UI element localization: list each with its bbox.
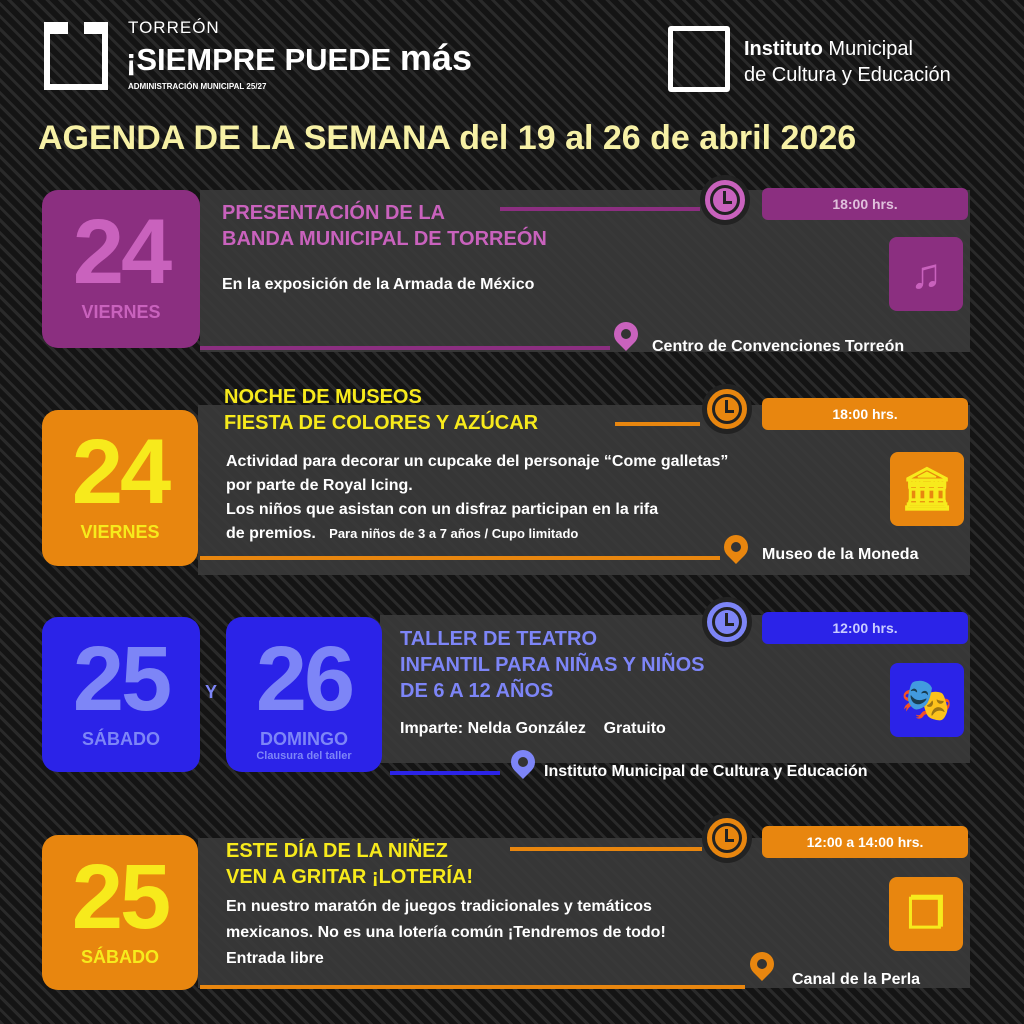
brand-city: TORREÓN: [128, 18, 220, 37]
desc-line: mexicanos. No es una lotería común ¡Tendremos de todo!: [226, 924, 666, 941]
desc-text: de premios.: [226, 525, 316, 542]
time-pill: 12:00 hrs.: [762, 612, 968, 644]
event-desc: [226, 450, 728, 546]
day-box-1: [42, 190, 200, 348]
desc-line: por parte de Royal Icing.: [226, 477, 413, 494]
torreon-logo-icon: [44, 22, 108, 90]
title-line: DE 6 A 12 AÑOS: [400, 680, 554, 702]
time-pill: 18:00 hrs.: [762, 188, 968, 220]
divider: [200, 985, 745, 989]
weekday: VIERNES: [80, 522, 160, 542]
day-box-3a: [42, 617, 200, 772]
desc-line: [226, 522, 728, 546]
event-title: [222, 200, 547, 252]
title-line: BANDA MUNICIPAL DE TORREÓN: [222, 228, 547, 250]
day-box-3b: [226, 617, 382, 772]
event-desc: En la exposición de la Armada de México: [222, 276, 535, 293]
page-title: AGENDA DE LA SEMANA del 19 al 26 de abril 2026: [38, 119, 857, 157]
museum-icon: 🏛: [890, 452, 964, 526]
weekday: VIERNES: [81, 302, 161, 322]
event-title: [400, 626, 704, 704]
institute-logo-icon: [668, 26, 730, 92]
divider: [200, 346, 610, 350]
desc-text: Gratuito: [603, 720, 666, 737]
divider: [390, 771, 500, 775]
day-number: 26: [255, 628, 353, 730]
institute-bold: Instituto: [744, 38, 823, 60]
day-number: 25: [71, 846, 169, 948]
divider: [200, 556, 720, 560]
slogan-text: ¡SIEMPRE PUEDE: [126, 42, 392, 77]
title-line: FIESTA DE COLORES Y AZÚCAR: [224, 412, 539, 434]
day-box-4: [42, 835, 198, 990]
cards-icon: ❐: [889, 877, 963, 951]
title-line: TALLER DE TEATRO: [400, 628, 598, 650]
desc-line: En nuestro maratón de juegos tradicionales y temáticos: [226, 898, 652, 915]
weekday: DOMINGO: [260, 729, 348, 749]
clock-icon: [702, 384, 752, 434]
title-line: INFANTIL PARA NIÑAS Y NIÑOS: [400, 654, 705, 676]
event-title: [224, 384, 538, 436]
brand-admin: ADMINISTRACIÓN MUNICIPAL 25/27: [128, 82, 267, 91]
brand-slogan: [126, 37, 472, 78]
institute-rest: Municipal: [822, 38, 913, 60]
event-note: Para niños de 3 a 7 años / Cupo limitado: [329, 526, 579, 541]
event-desc: [226, 894, 666, 972]
desc-line: Entrada libre: [226, 950, 324, 967]
day-number: 25: [72, 628, 170, 730]
institute-name: [744, 36, 951, 88]
desc-text: Imparte: Nelda González: [400, 720, 586, 737]
weekday: SÁBADO: [80, 947, 159, 967]
divider: [510, 847, 702, 851]
title-line: PRESENTACIÓN DE LA: [222, 202, 445, 224]
day-number: 24: [71, 421, 169, 523]
event-location: Instituto Municipal de Cultura y Educación: [544, 763, 868, 780]
and-label: Y: [205, 682, 218, 702]
time-pill: 12:00 a 14:00 hrs.: [762, 826, 968, 858]
weekday: SÁBADO: [81, 729, 160, 749]
event-location: Canal de la Perla: [792, 971, 921, 988]
music-note-icon: ♫: [889, 237, 963, 311]
desc-line: Los niños que asistan con un disfraz participan en la rifa: [226, 501, 659, 518]
closing-note: Clausura del taller: [256, 750, 352, 762]
divider: [500, 207, 700, 211]
divider: [615, 422, 700, 426]
theater-masks-icon: 🎭: [890, 663, 964, 737]
day-number: 24: [72, 201, 170, 303]
slogan-mas: más: [399, 37, 472, 78]
clock-icon: [700, 175, 750, 225]
title-line: VEN A GRITAR ¡LOTERÍA!: [226, 866, 474, 888]
event-desc: [400, 717, 666, 741]
day-box-2: [42, 410, 198, 566]
institute-line2: de Cultura y Educación: [744, 64, 951, 86]
time-pill: 18:00 hrs.: [762, 398, 968, 430]
title-line: NOCHE DE MUSEOS: [224, 386, 422, 408]
clock-icon: [702, 597, 752, 647]
event-title: [226, 838, 473, 890]
desc-line: Actividad para decorar un cupcake del personaje “Come galletas”: [226, 453, 729, 470]
event-location: Museo de la Moneda: [762, 546, 919, 563]
title-line: ESTE DÍA DE LA NIÑEZ: [226, 840, 448, 862]
clock-icon: [702, 813, 752, 863]
event-location: Centro de Convenciones Torreón: [652, 338, 905, 355]
